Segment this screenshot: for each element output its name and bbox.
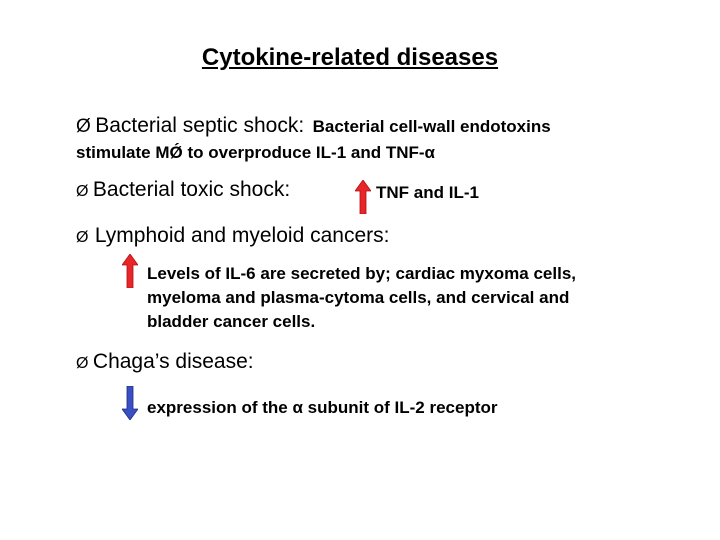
- slide-title: Cytokine-related diseases: [201, 44, 499, 71]
- bullet-detail: TNF and IL-1: [376, 183, 479, 202]
- bullet-item-toxic-shock: [76, 178, 290, 202]
- detail-line: myeloma and plasma-cytoma cells, and cervical and: [147, 288, 570, 307]
- up-arrow-icon: [122, 254, 138, 288]
- down-arrow-icon: [122, 386, 138, 420]
- up-arrow-icon: [355, 180, 371, 214]
- detail-line: expression of the α subunit of IL-2 receptor: [147, 398, 498, 417]
- bullet-heading: Chaga’s disease:: [92, 350, 254, 373]
- bullet-item-chagas: [76, 350, 254, 374]
- detail-line: Levels of IL-6 are secreted by; cardiac myxoma cells,: [147, 264, 576, 283]
- bullet-continuation: stimulate MǾ to overproduce IL-1 and TNF-α: [76, 143, 435, 162]
- bullet-marker-icon: Ø: [76, 183, 89, 200]
- bullet-heading: Bacterial septic shock:: [95, 114, 305, 137]
- bullet-heading: Lymphoid and myeloid cancers:: [94, 224, 390, 247]
- bullet-marker-icon: Ø: [76, 355, 89, 372]
- bullet-marker-icon: Ø: [76, 229, 89, 246]
- bullet-marker-icon: Ø: [76, 116, 91, 137]
- bullet-detail: Bacterial cell-wall endotoxins: [312, 117, 551, 136]
- bullet-heading: Bacterial toxic shock:: [92, 178, 291, 201]
- cancer-details: [147, 262, 576, 334]
- detail-line: bladder cancer cells.: [147, 312, 316, 331]
- bullet-item-cancers: [76, 224, 389, 248]
- bullet-item-septic-shock: [76, 114, 551, 138]
- chagas-details: [147, 396, 498, 420]
